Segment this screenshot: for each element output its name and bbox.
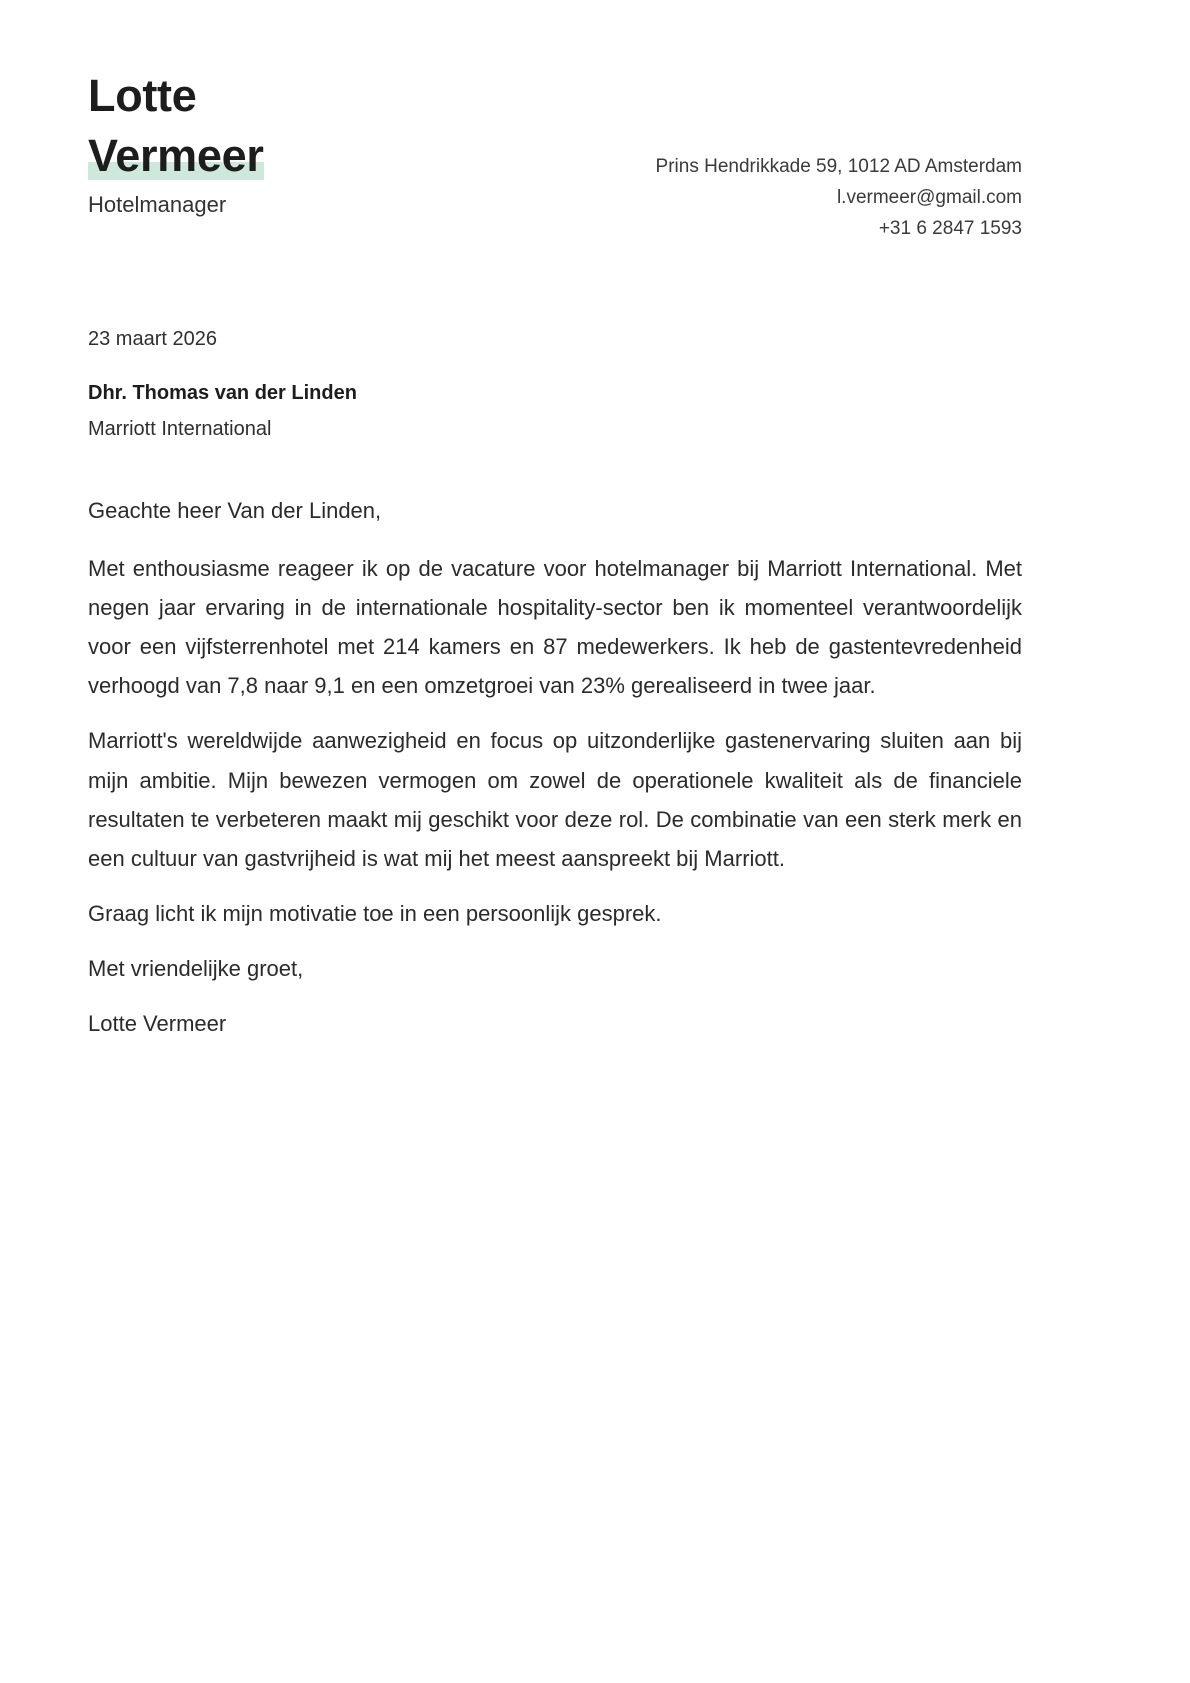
salutation: Geachte heer Van der Linden, xyxy=(88,497,382,523)
body-paragraph-3: Graag licht ik mijn motivatie toe in een persoonlijk gesprek. xyxy=(88,901,662,927)
letter-date: 23 maart 2026 xyxy=(88,327,217,350)
last-name-highlighted xyxy=(88,126,264,186)
letter-header xyxy=(88,66,1022,245)
identity-block xyxy=(88,66,264,219)
contact-phone[interactable]: +31 6 2847 1593 xyxy=(878,217,1022,239)
last-name: Vermeer xyxy=(88,129,264,181)
job-title: Hotelmanager xyxy=(88,191,227,217)
recipient-company: Marriott International xyxy=(88,417,272,440)
signature-name: Lotte Vermeer xyxy=(88,1011,227,1037)
contact-block xyxy=(656,152,1022,245)
letter-body xyxy=(88,495,1022,1044)
closing-line: Met vriendelijke groet, xyxy=(88,956,304,982)
first-name: Lotte xyxy=(88,70,197,121)
applicant-name xyxy=(88,66,264,186)
body-paragraph-2: Marriott's wereldwijde aanwezigheid en focus op uitzonderlijke gastenervaring sluiten aan bij mijn ambitie. Mijn bewezen vermogen om zowel de operationele kwaliteit als de financiele resultaten te verbeteren maakt mij geschikt voor deze rol. De combinatie van een sterk merk en een cultuur van gastvrijheid is wat mij het meest aanspreekt bij Marriott. xyxy=(88,728,1022,871)
letter-meta xyxy=(88,325,1022,443)
body-paragraph-1: Met enthousiasme reageer ik op de vacature voor hotelmanager bij Marriott International. Met negen jaar ervaring in de internationale hospitality-sector ben ik momenteel verantwoordelijk voor een vijfsterrenhotel met 214 kamers en 87 medewerkers. Ik heb de gastentevredenheid verhoogd van 7,8 naar 9,1 en een omzetgroei van 23% gerealiseerd in twee jaar. xyxy=(88,555,1022,699)
contact-address: Prins Hendrikkade 59, 1012 AD Amsterdam xyxy=(655,156,1022,177)
recipient-name: Dhr. Thomas van der Linden xyxy=(88,381,357,404)
contact-email[interactable]: l.vermeer@gmail.com xyxy=(836,186,1022,208)
